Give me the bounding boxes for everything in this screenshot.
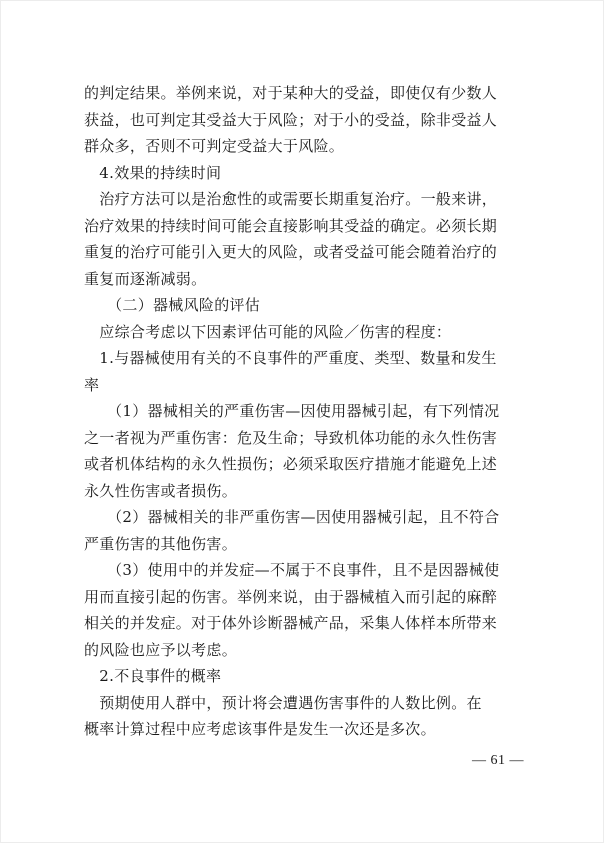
text-line: 重复而逐渐减弱。 bbox=[84, 269, 207, 288]
text-line: 的判定结果。举例来说，对于某种大的受益，即使仅有少数人 bbox=[84, 84, 498, 102]
text-line: 获益，也可判定其受益大于风险；对于小的受益，除非受益人 bbox=[84, 110, 498, 129]
text-line: （3）使用中的并发症—不属于不良事件，且不是因器械使 bbox=[84, 561, 500, 579]
text-line: 群众多，否则不可判定受益大于风险。 bbox=[84, 137, 345, 155]
text-line: 严重伤害的其他伤害。 bbox=[84, 534, 238, 553]
text-line: 治疗效果的持续时间可能会直接影响其受益的确定。必须长期 bbox=[84, 216, 498, 235]
body-text bbox=[84, 80, 522, 743]
text-line: 重复的治疗可能引入更大的风险，或者受益可能会随着治疗的 bbox=[84, 243, 498, 261]
section-heading: 2.不良事件的概率 bbox=[84, 667, 222, 685]
text-line: 的风险也应予以考虑。 bbox=[84, 640, 238, 659]
page-number: — 61 — bbox=[472, 753, 524, 768]
text-line: （1）器械相关的严重伤害—因使用器械引起，有下列情况 bbox=[84, 402, 500, 420]
text-line: 应综合考虑以下因素评估可能的风险／伤害的程度： bbox=[84, 322, 452, 341]
text-line: 永久性伤害或者损伤。 bbox=[84, 481, 238, 500]
text-line: 相关的并发症。对于体外诊断器械产品，采集人体样本所带来 bbox=[84, 614, 498, 632]
section-heading: （二）器械风险的评估 bbox=[84, 296, 261, 314]
text-line: 率 bbox=[84, 375, 100, 394]
text-line: （2）器械相关的非严重伤害—因使用器械引起，且不符合 bbox=[84, 508, 500, 526]
text-line: 或者机体结构的永久性损伤；必须采取医疗措施才能避免上述 bbox=[84, 455, 498, 473]
text-line: 用而直接引起的伤害。举例来说，由于器械植入而引起的麻醉 bbox=[84, 587, 498, 606]
text-line: 治疗方法可以是治愈性的或需要长期重复治疗。一般来讲， bbox=[84, 190, 498, 208]
text-line: 预期使用人群中，预计将会遭遇伤害事件的人数比例。在 bbox=[84, 693, 482, 712]
text-line: 之一者视为严重伤害：危及生命；导致机体功能的永久性伤害 bbox=[84, 428, 498, 447]
section-heading: 4.效果的持续时间 bbox=[84, 163, 222, 182]
text-line: 概率计算过程中应考虑该事件是发生一次还是多次。 bbox=[84, 720, 436, 738]
section-heading: 1.与器械使用有关的不良事件的严重度、类型、数量和发生 bbox=[84, 349, 497, 367]
